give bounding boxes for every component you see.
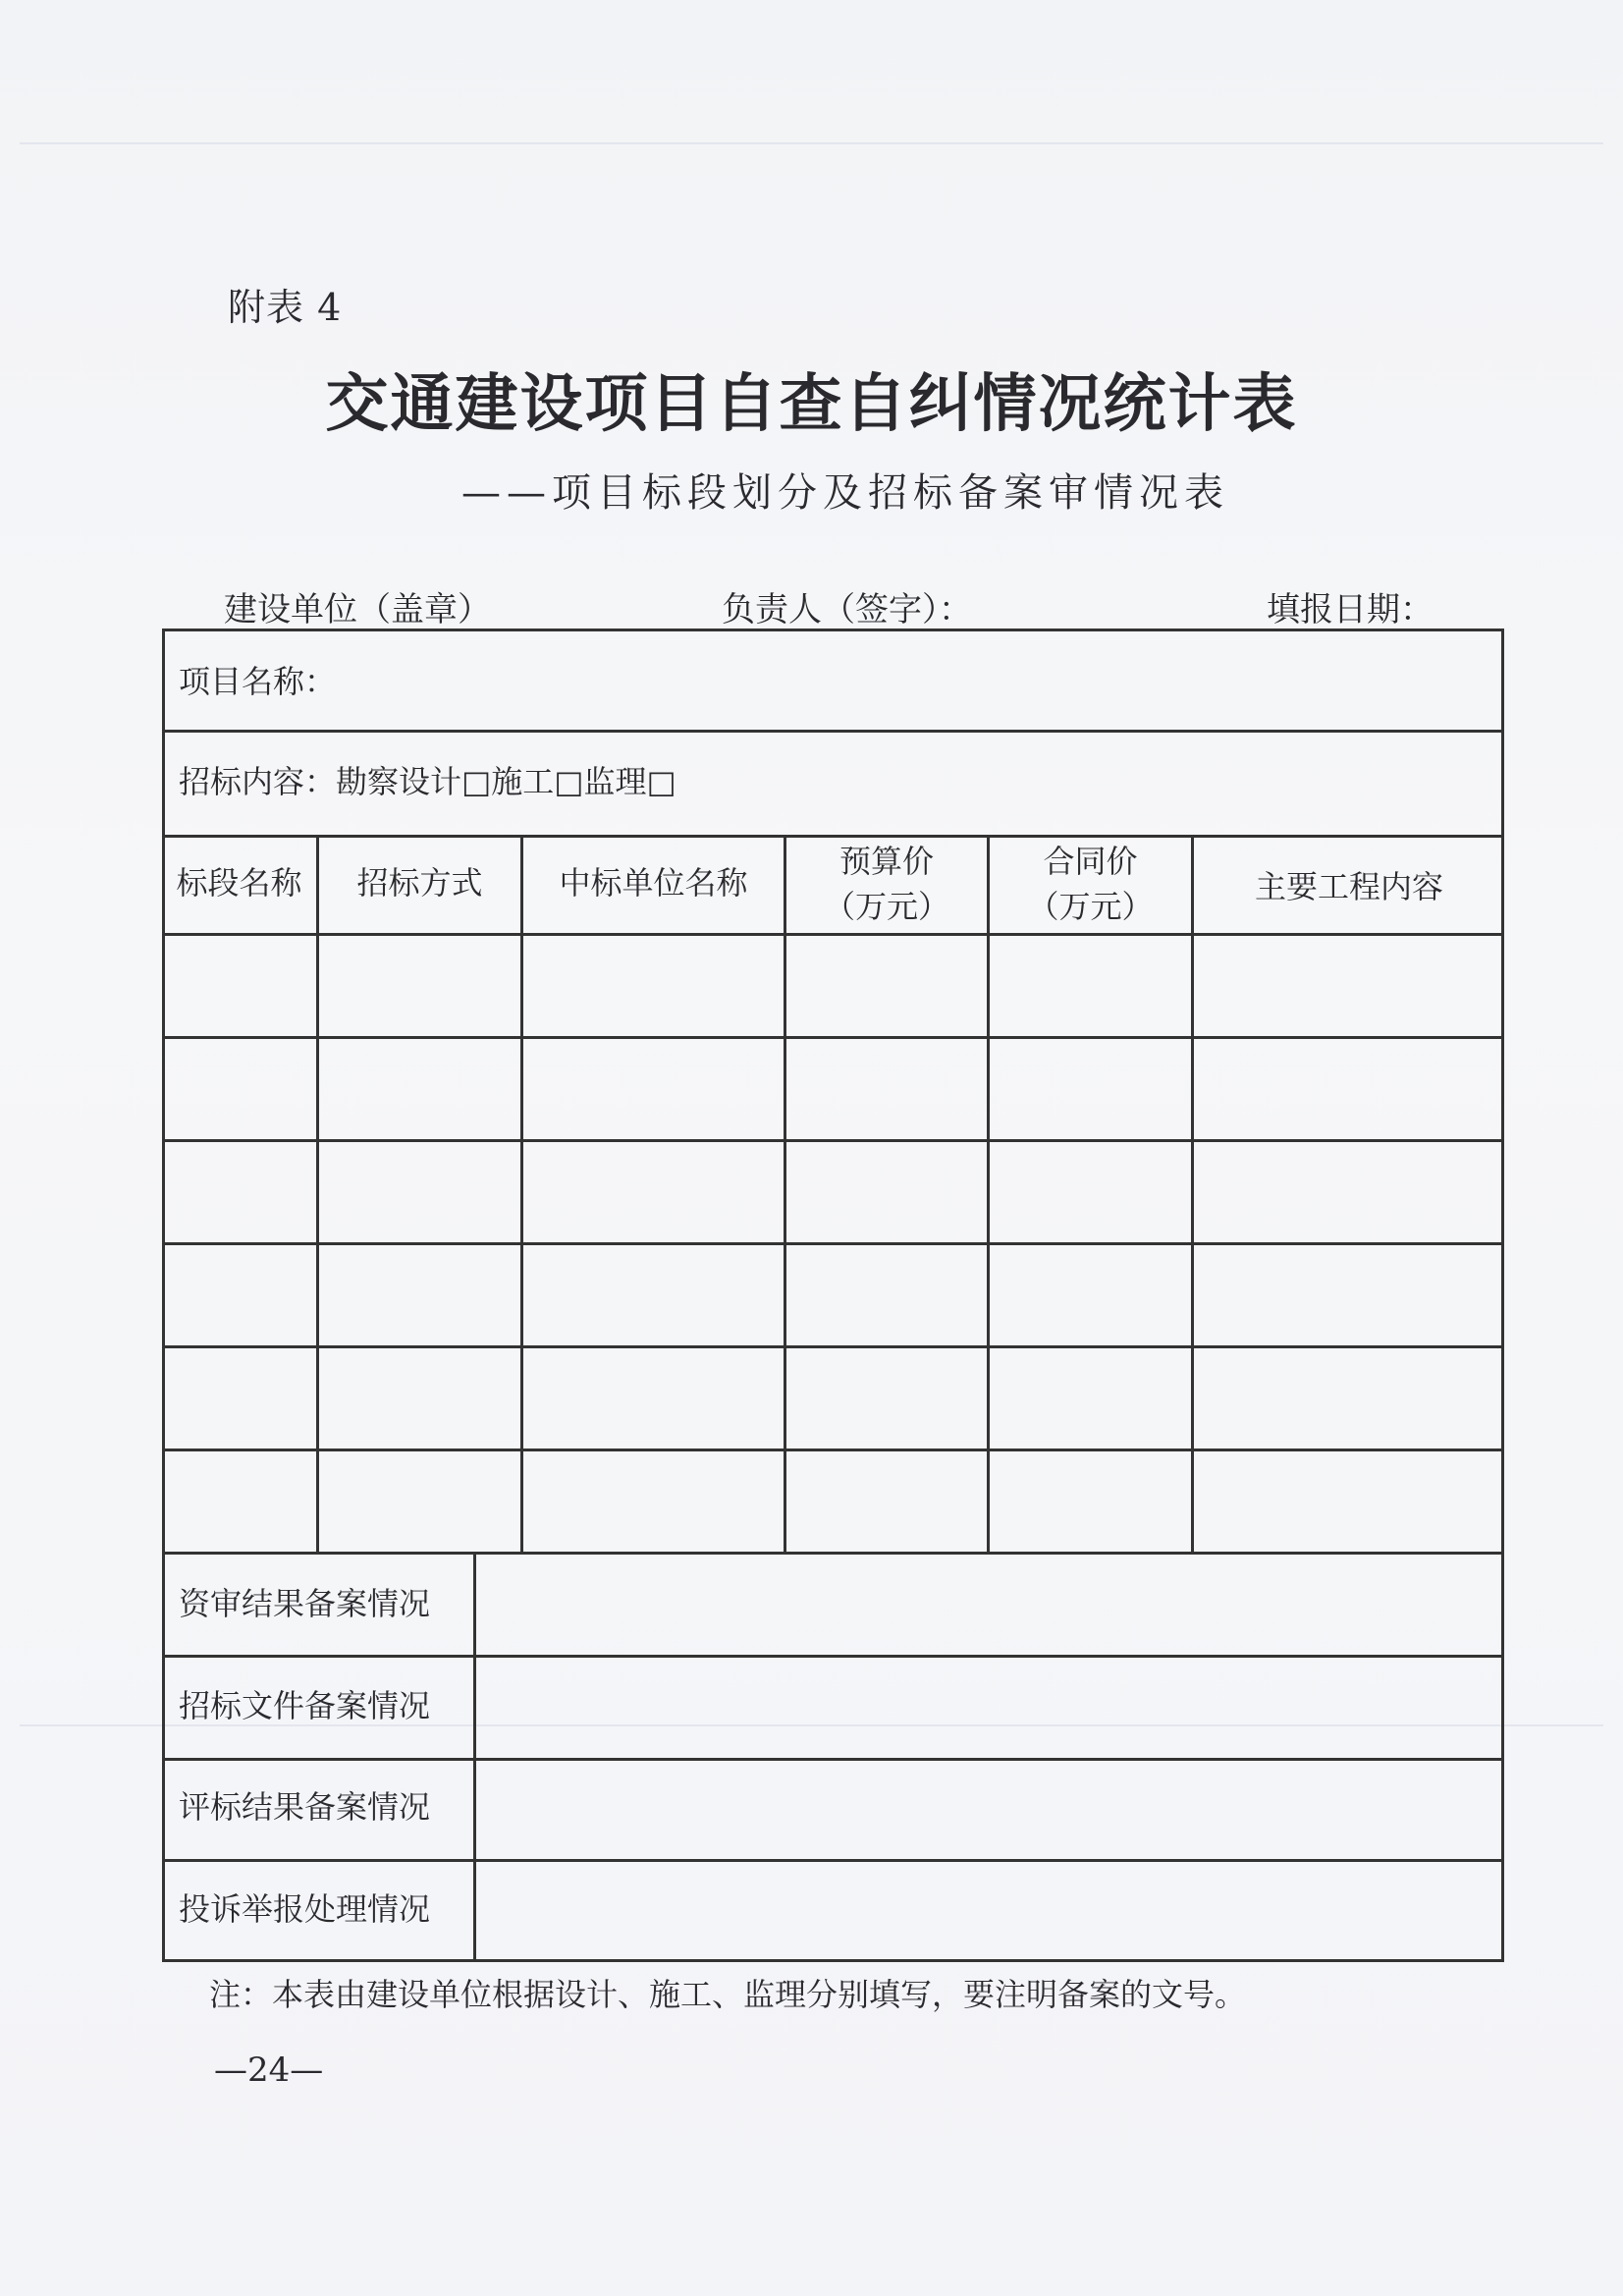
table-rule bbox=[162, 1552, 1504, 1555]
table-note: 注：本表由建设单位根据设计、施工、监理分别填写，要注明备案的文号。 bbox=[209, 1976, 1247, 2013]
table-column-rule bbox=[316, 835, 319, 1552]
table-rule bbox=[162, 933, 1504, 936]
table-rule bbox=[162, 1655, 1504, 1658]
table-rule bbox=[162, 730, 1504, 733]
table-column-rule bbox=[520, 835, 523, 1552]
page-number: —24— bbox=[214, 2050, 324, 2090]
table-rule bbox=[162, 1449, 1504, 1451]
column-header-contract-price: 合同价 （万元） bbox=[1027, 843, 1154, 925]
document-subtitle: ——项目标段划分及招标备案审情况表 bbox=[461, 470, 1229, 516]
table-rule bbox=[162, 1859, 1504, 1862]
column-header-section-name: 标段名称 bbox=[176, 864, 302, 902]
tender-document-filing-label: 招标文件备案情况 bbox=[179, 1687, 431, 1724]
table-column-rule bbox=[1191, 835, 1194, 1552]
table-rule bbox=[162, 1345, 1504, 1348]
evaluation-filing-label: 评标结果备案情况 bbox=[179, 1788, 431, 1826]
table-column-rule bbox=[784, 835, 786, 1552]
table-column-rule bbox=[473, 1552, 476, 1962]
qualification-filing-label: 资审结果备案情况 bbox=[179, 1585, 431, 1622]
table-rule bbox=[162, 835, 1504, 838]
appendix-label: 附表 4 bbox=[228, 286, 343, 329]
column-header-budget-price: 预算价 （万元） bbox=[823, 843, 949, 925]
column-header-main-work: 主要工程内容 bbox=[1254, 868, 1443, 905]
responsible-signature-label: 负责人（签字）： bbox=[722, 590, 972, 629]
unit-seal-label: 建设单位（盖章） bbox=[224, 590, 491, 629]
table-rule bbox=[162, 1036, 1504, 1039]
table-rule bbox=[162, 1242, 1504, 1245]
statistics-table bbox=[162, 629, 1504, 1962]
table-column-rule bbox=[987, 835, 990, 1552]
column-header-bid-method: 招标方式 bbox=[356, 864, 483, 902]
complaint-handling-label: 投诉举报处理情况 bbox=[179, 1890, 431, 1928]
column-header-winner-name: 中标单位名称 bbox=[559, 864, 748, 902]
bid-content-label: 招标内容：勘察设计□施工□监理□ bbox=[179, 763, 676, 800]
table-rule bbox=[162, 1758, 1504, 1761]
table-rule bbox=[162, 1139, 1504, 1142]
project-name-label: 项目名称： bbox=[179, 663, 337, 700]
document-title: 交通建设项目自查自纠情况统计表 bbox=[325, 367, 1298, 441]
scan-artifact-line bbox=[20, 142, 1603, 144]
report-date-label: 填报日期： bbox=[1267, 590, 1434, 629]
